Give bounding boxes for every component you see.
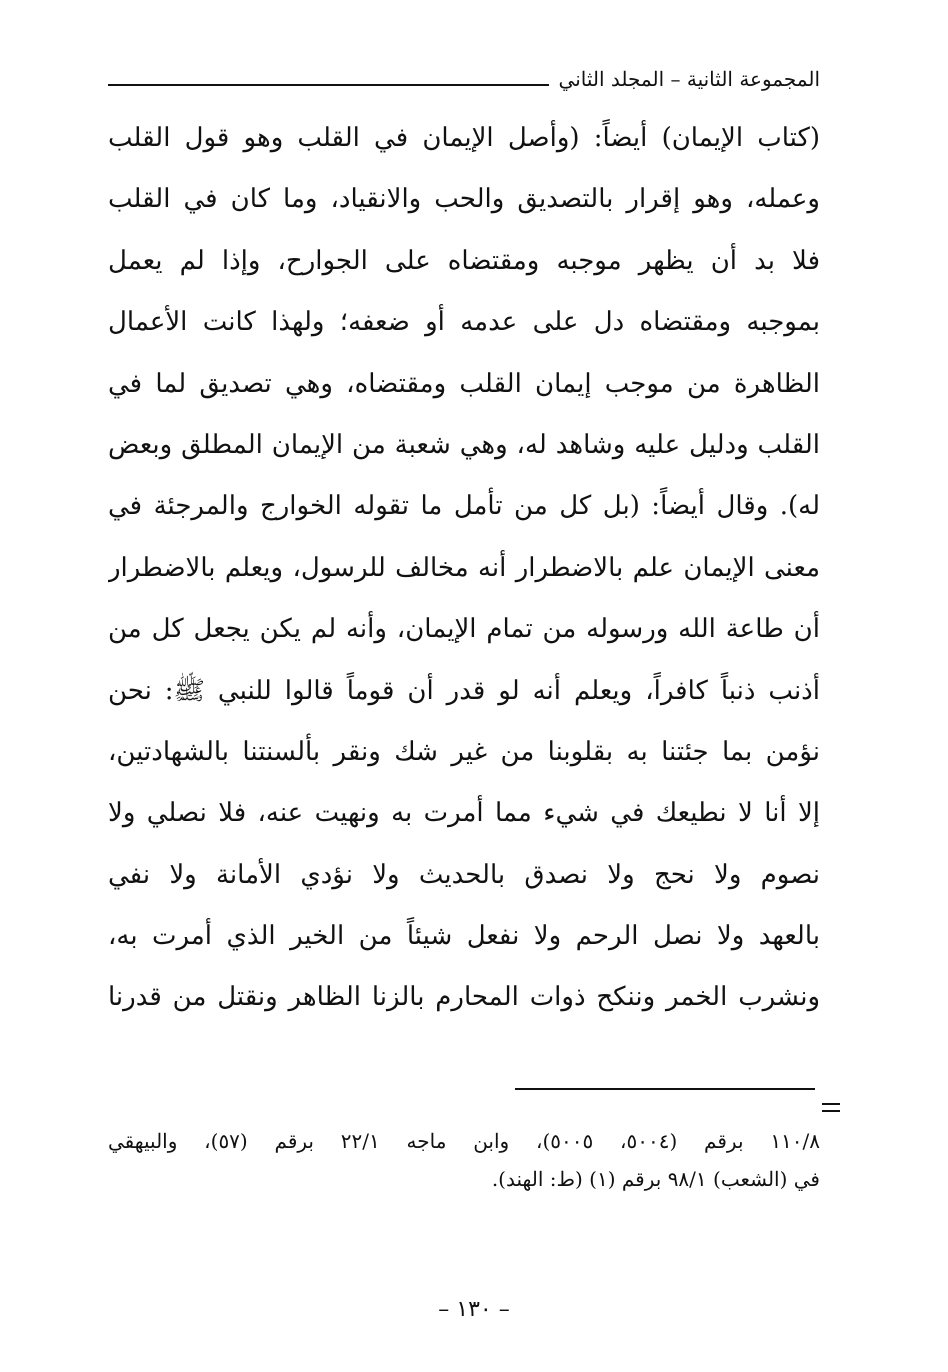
text-line: الظاهرة من موجب إيمان القلب ومقتضاه، وهي تصديق لما في bbox=[108, 368, 820, 399]
text-line: معنى الإيمان علم بالاضطرار أنه مخالف للرسول، ويعلم بالاضطرار bbox=[108, 552, 820, 583]
footnotes-block bbox=[108, 1122, 820, 1198]
text-line: ونشرب الخمر وننكح ذوات المحارم بالزنا الظاهر ونقتل من قدرنا bbox=[108, 982, 820, 1013]
text-line: بالعهد ولا نصل الرحم ولا نفعل شيئاً من الخير الذي أمرت به، bbox=[108, 921, 820, 952]
text-line: القلب ودليل عليه وشاهد له، وهي شعبة من الإيمان المطلق وبعض bbox=[108, 429, 820, 460]
text-line: وعمله، وهو إقرار بالتصديق والحب والانقياد، وما كان في القلب bbox=[108, 184, 820, 215]
header-rule bbox=[108, 84, 549, 86]
main-text-block bbox=[108, 108, 820, 1029]
footnote-continuation-mark bbox=[822, 1103, 840, 1112]
footnote-line: في (الشعب) ٩٨/١ برقم (١) (ط: الهند). bbox=[491, 1167, 820, 1191]
text-line: له). وقال أيضاً: (بل كل من تأمل ما تقوله الخوارج والمرجئة في bbox=[108, 491, 820, 522]
page-number: – ١٣٠ – bbox=[438, 1297, 510, 1322]
text-line: أن طاعة الله ورسوله من تمام الإيمان، وأنه لم يكن يجعل كل من bbox=[108, 614, 820, 645]
running-title: المجموعة الثانية – المجلد الثاني bbox=[558, 67, 820, 91]
footnote-separator bbox=[515, 1088, 815, 1090]
text-line: نصوم ولا نحج ولا نصدق بالحديث ولا نؤدي الأمانة ولا نفي bbox=[108, 859, 820, 890]
text-line: نؤمن بما جئتنا به بقلوبنا من غير شك ونقر بألسنتنا بالشهادتين، bbox=[108, 736, 820, 767]
text-line: (كتاب الإيمان) أيضاً: (وأصل الإيمان في القلب وهو قول القلب bbox=[108, 123, 820, 153]
text-line: بموجبه ومقتضاه دل على عدمه أو ضعفه؛ ولهذا كانت الأعمال bbox=[108, 307, 820, 338]
footnote-line: ١١٠/٨ برقم (٥٠٠٤، ٥٠٠٥)، وابن ماجه ٢٢/١ برقم (٥٧)، والبيهقي bbox=[108, 1129, 820, 1153]
text-line: فلا بد أن يظهر موجبه ومقتضاه على الجوارح، وإذا لم يعمل bbox=[108, 245, 820, 276]
text-line: أذنب ذنباً كافراً، ويعلم أنه لو قدر أن قوماً قالوا للنبي ﷺ: نحن bbox=[108, 675, 820, 706]
text-line: إلا أنا لا نطيعك في شيء مما أمرت به ونهيت عنه، فلا نصلي ولا bbox=[108, 798, 820, 829]
running-header bbox=[108, 58, 820, 92]
